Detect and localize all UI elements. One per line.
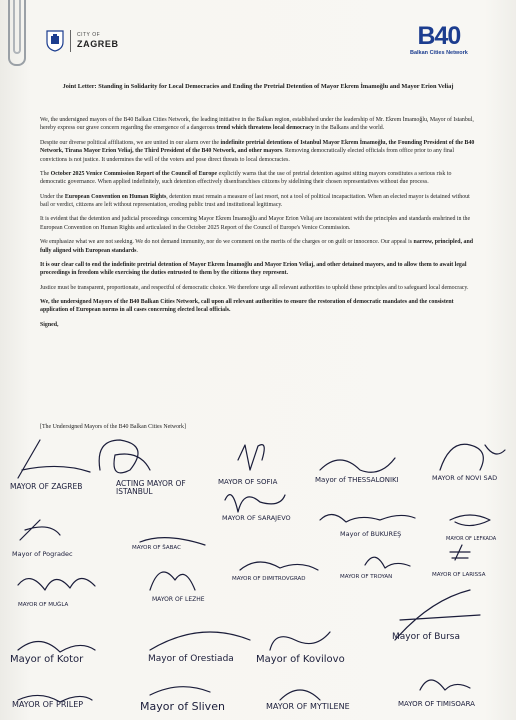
signature-label: Mayor of Pogradec — [12, 550, 73, 558]
signature-label: Mayor of Sliven — [140, 700, 225, 713]
signature-label: Mayor of Bursa — [392, 632, 460, 642]
signature-mytilene — [280, 690, 320, 700]
signature-timisoara — [420, 680, 470, 690]
signature-label: MAYOR OF SARAJEVO — [222, 514, 291, 522]
signature-label: Mayor of Kovilovo — [256, 654, 345, 665]
signature-dimitrovgrad — [240, 562, 318, 570]
signature-kovilovo — [270, 632, 330, 650]
signature-istanbul — [99, 440, 150, 473]
paragraph-7: It is our clear call to end the indefinite pretrial detention of Mayor Ekrem İmamoğlu and Mayor Erion Veliaj, and other detained mayors, and to allow them to await legal proceedings in freedom while exercising the duties entrusted to them by the citizens they represent. — [40, 261, 467, 277]
signature-mugla — [18, 578, 95, 590]
signature-label: MAYOR OF LEFKADA — [446, 536, 497, 542]
signature-label: MAYOR OF SOFIA — [218, 478, 278, 486]
city-small-label: CITY OF — [77, 32, 101, 38]
signature-label: MAYOR OF DIMITROVGRAD — [232, 576, 306, 582]
signature-thessaloniki — [320, 458, 395, 472]
signature-label: Mayor of THESSALONIKI — [315, 476, 399, 484]
paragraph-1: We, the undersigned mayors of the B40 Balkan Cities Network, the leading initiative in the Balkan region, established under the leadership of Mr. Ekrem İmamoğlu, Mayor of Istanbul, hereby express our grave concern regarding the emergence of a dangerous trend which threatens local democracy in the Balkans and the world. — [40, 117, 474, 132]
signature-zagreb — [18, 440, 90, 478]
paragraph-9: We, the undersigned Mayors of the B40 Balkan Cities Network, call upon all relevant authorities to ensure the restoration of democratic mandates and the consistent application of European norms in all cases concerning elected local officials. — [40, 299, 454, 314]
signature-sarajevo — [225, 495, 285, 512]
signature-orestiada — [150, 632, 250, 650]
signature-label: MAYOR of NOVI SAD — [432, 474, 498, 482]
signature-kotor — [18, 641, 95, 652]
signature-sabac — [140, 538, 205, 545]
signature-label: MAYOR OF LEZHE — [152, 596, 205, 603]
paragraph-5: It is evident that the detention and judicial proceedings concerning Mayor Ekrem İmamoğlu and Mayor Erion Veliaj are inconsistent with the principles and standards enshrined in the European Convention on Human Rights and articulated in the October 2025 Report of the Council of Europe's Venice Commission. — [40, 216, 471, 231]
signature-pogradec — [20, 520, 60, 540]
signature-novisad — [440, 444, 505, 470]
signature-bukures — [320, 514, 415, 522]
signature-lezhe — [150, 572, 195, 590]
city-name: ZAGREB — [77, 39, 119, 49]
b40-logo-text: B40 — [417, 22, 461, 50]
signature-label: Mayor of Kotor — [10, 654, 84, 665]
signature-label: MAYOR OF ZAGREB — [10, 482, 83, 491]
paragraph-4: Under the European Convention on Human Rights, detention must remain a measure of last resort, not a tool of political incapacitation. When an elected mayor is detained without bail or verdict, citizens are left without representation, eroding public trust and institutional legitimacy. — [40, 193, 470, 208]
paragraph-2: Despite our diverse political affiliations, we are united in our alarm over the indefinite pretrial detentions of Istanbul Mayor Ekrem İmamoğlu, the Founding President of the B40 Network, Tirana Mayor Erion Veliaj, the Third President of the B40 Network, and other mayors. Removing democratically elected officials from office prior to any final convictions is not justice. It undermines the will of the voters and pose direct threats to local democracies. — [40, 139, 475, 163]
signature-troyan — [365, 557, 410, 568]
signature-label: Mayor of Orestiada — [148, 654, 234, 664]
signature-lefkada — [450, 515, 490, 526]
signature-label: ACTING MAYOR OF ISTANBUL — [116, 479, 186, 497]
signature-sliven — [150, 687, 210, 695]
paragraph-6: We emphasize what we are not seeking. We do not demand immunity, nor do we comment on the merits of the charges or on guilt or innocence. Our appeal is narrow, principled, and fully aligned with European standards. — [40, 239, 474, 254]
signature-label: MAYOR OF MUĞLA — [18, 602, 69, 608]
signature-label: MAYOR OF TROYAN — [340, 574, 393, 580]
paragraph-8: Justice must be transparent, proportionate, and respectful of democratic choice. We therefore urge all relevant authorities to uphold these principles and to safeguard local democracy. — [40, 284, 469, 291]
signature-sofia — [238, 445, 264, 470]
letter-title: Joint Letter: Standing in Solidarity for Local Democracies and Ending the Pretrial Detention of Mayor Ekrem İmamoğlu and Mayor Erion Veliaj — [62, 83, 454, 90]
signed-label: Signed, — [40, 321, 59, 328]
signature-label: MAYOR OF ŠABAC — [132, 545, 181, 551]
signature-label: Mayor of BUKUREŞ — [340, 530, 402, 538]
b40-logo-subtitle: Balkan Cities Network — [410, 50, 468, 56]
undersigned-tag: [The Undersigned Mayors of the B40 Balkan Cities Network] — [40, 424, 186, 430]
signature-label: MAYOR OF PRILEP — [12, 700, 84, 709]
signature-label: MAYOR OF LARISSA — [432, 572, 486, 578]
signature-larissa — [450, 545, 470, 560]
signature-label: MAYOR OF TIMISOARA — [398, 700, 475, 708]
signature-label: MAYOR OF MYTILENE — [266, 702, 350, 711]
paragraph-3: The October 2025 Venice Commission Report of the Council of Europe explicitly warns that the use of pretrial detention against sitting mayors constitutes a serious risk to democratic governance. When applied indefinitely, such detention effectively disenfranchises citizens by sidelining their chosen representatives without due process. — [40, 170, 452, 186]
